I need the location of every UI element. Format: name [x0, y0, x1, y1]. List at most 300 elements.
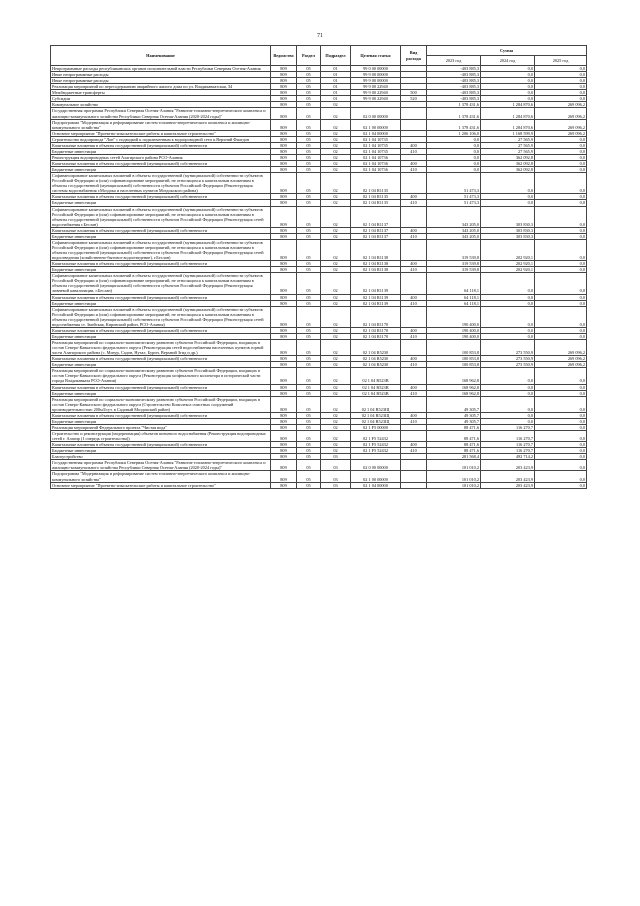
- cell-w: 410: [401, 200, 427, 206]
- cell-name: Основное мероприятие "Проектно-изыскательские работы и капитальное строительство": [51, 130, 271, 136]
- cell-name: Межбюджетные трансферты: [51, 90, 271, 96]
- cell-v: 809: [271, 412, 297, 418]
- table-body: [51, 66, 587, 489]
- cell-name: Строительство водопровода "Лон" с подводкой к подключенным к водопроводной сети п.Верхний Фиагдон: [51, 136, 271, 142]
- cell-a: 49 305,7: [427, 418, 481, 424]
- cell-r: 05: [297, 384, 321, 390]
- cell-t: 02 1 04 R1135: [351, 173, 401, 194]
- cell-t: 02 1 04 R5230: [351, 362, 401, 368]
- cell-c: 0,0: [535, 442, 587, 448]
- cell-p: 02: [321, 442, 351, 448]
- cell-p: 02: [321, 167, 351, 173]
- cell-w: [401, 396, 427, 412]
- cell-w: 410: [401, 267, 427, 273]
- cell-p: 02: [321, 136, 351, 142]
- cell-name: Реализация мероприятий по социально-экономическому развитию субъектов Российской Федерации, входящих в состав Северо-Кавказского федерального округа (Строительство Комплекса очистных сооружений производительностью 200м3/сут. в Садовый Моздокский район): [51, 396, 271, 412]
- cell-v: 809: [271, 72, 297, 78]
- cell-t: 02 1 04 10736: [351, 154, 401, 160]
- cell-a: 101 010,2: [427, 460, 481, 471]
- cell-t: 02 1 04 R1138: [351, 267, 401, 273]
- cell-b: 1 284 870,6: [481, 102, 535, 108]
- cell-t: 99 9 00 22940: [351, 90, 401, 96]
- cell-c: 0,0: [535, 161, 587, 167]
- cell-b: 0,0: [481, 194, 535, 200]
- cell-v: 809: [271, 136, 297, 142]
- cell-name: Иные непрограммные расходы: [51, 78, 271, 84]
- cell-t: 02 1 04 R1139: [351, 294, 401, 300]
- cell-r: 05: [297, 200, 321, 206]
- cell-w: [401, 173, 427, 194]
- table-row: [51, 239, 587, 260]
- cell-v: 809: [271, 340, 297, 356]
- cell-p: 02: [321, 142, 351, 148]
- cell-t: 99 9 00 22940: [351, 96, 401, 102]
- cell-b: 116 270,7: [481, 431, 535, 442]
- cell-b: 0,0: [481, 66, 535, 72]
- cell-c: 0,0: [535, 390, 587, 396]
- cell-v: 809: [271, 431, 297, 442]
- cell-c: 0,0: [535, 431, 587, 442]
- cell-a: 51 473,3: [427, 200, 481, 206]
- table-row: [51, 173, 587, 194]
- cell-w: 410: [401, 390, 427, 396]
- cell-w: 400: [401, 384, 427, 390]
- cell-v: 809: [271, 294, 297, 300]
- cell-w: [401, 108, 427, 119]
- cell-v: 809: [271, 84, 297, 90]
- cell-a: -403 885,3: [427, 66, 481, 72]
- cell-t: 02 1 04 R1170: [351, 333, 401, 339]
- cell-a: 51 473,3: [427, 173, 481, 194]
- cell-b: 0,0: [481, 396, 535, 412]
- cell-v: 809: [271, 448, 297, 454]
- cell-name: Реализация мероприятий по социально-экономическому развитию субъектов Российской Федерации, входящих в состав Северо-Кавказского федерального округа (Реконструкция сетей водоснабжения населенных пунктов горной части Алагирского района (с. Мизур, Садон, Нузал, Бурон, Верхний Згид и др.): [51, 340, 271, 356]
- cell-v: 809: [271, 154, 297, 160]
- cell-b: 0,0: [481, 200, 535, 206]
- cell-t: 02 1 04 R523В: [351, 368, 401, 384]
- cell-p: 01: [321, 66, 351, 72]
- cell-name: Подпрограмма "Модернизация и реформирование систем топливно-энергетического комплекса и жилищно-коммунального хозяйства": [51, 119, 271, 130]
- cell-p: 01: [321, 84, 351, 90]
- cell-t: 02 1 04 10736: [351, 161, 401, 167]
- cell-t: 99 0 00 00000: [351, 66, 401, 72]
- cell-r: 05: [297, 306, 321, 327]
- cell-w: 400: [401, 261, 427, 267]
- cell-a: 0,0: [427, 148, 481, 154]
- cell-r: 05: [297, 194, 321, 200]
- cell-c: 0,0: [535, 78, 587, 84]
- cell-r: 05: [297, 90, 321, 96]
- cell-p: 02: [321, 173, 351, 194]
- cell-w: [401, 368, 427, 384]
- cell-c: 0,0: [535, 200, 587, 206]
- cell-p: 02: [321, 267, 351, 273]
- cell-name: Капитальные вложения в объекты государственной (муниципальной) собственности: [51, 194, 271, 200]
- table-row: [51, 396, 587, 412]
- cell-r: 05: [297, 454, 321, 460]
- cell-name: Бюджетные инвестиции: [51, 167, 271, 173]
- cell-r: 05: [297, 300, 321, 306]
- cell-r: 05: [297, 227, 321, 233]
- cell-r: 05: [297, 167, 321, 173]
- cell-w: [401, 340, 427, 356]
- cell-p: 02: [321, 431, 351, 442]
- cell-a: 0,0: [427, 136, 481, 142]
- cell-b: 0,0: [481, 390, 535, 396]
- cell-c: 269 096,2: [535, 119, 587, 130]
- cell-p: 02: [321, 424, 351, 430]
- cell-v: 809: [271, 368, 297, 384]
- cell-a: -403 885,3: [427, 72, 481, 78]
- cell-name: Капитальные вложения в объекты государственной (муниципальной) собственности: [51, 412, 271, 418]
- cell-c: 269 096,2: [535, 340, 587, 356]
- cell-r: 05: [297, 108, 321, 119]
- cell-t: 02 1 04 R5230: [351, 356, 401, 362]
- cell-w: [401, 431, 427, 442]
- cell-c: 0,0: [535, 233, 587, 239]
- cell-r: 05: [297, 66, 321, 72]
- header-type: Вид расхода: [401, 46, 427, 66]
- cell-v: 809: [271, 148, 297, 154]
- cell-v: 809: [271, 130, 297, 136]
- cell-r: 05: [297, 340, 321, 356]
- cell-r: 05: [297, 84, 321, 90]
- cell-r: 05: [297, 471, 321, 482]
- cell-b: 1 168 599,9: [481, 130, 535, 136]
- cell-a: 190 400,0: [427, 306, 481, 327]
- cell-w: 400: [401, 194, 427, 200]
- cell-name: Основное мероприятие "Проектно-изыскательские работы и капитальное строительство": [51, 482, 271, 488]
- cell-a: 1 378 431,6: [427, 119, 481, 130]
- cell-b: 203 423,9: [481, 460, 535, 471]
- header-section: Раздел: [297, 46, 321, 66]
- cell-t: 02 1 04 10736: [351, 167, 401, 173]
- cell-w: 400: [401, 161, 427, 167]
- cell-p: 02: [321, 161, 351, 167]
- cell-r: 05: [297, 161, 321, 167]
- cell-b: 0,0: [481, 418, 535, 424]
- cell-name: Реконструкция водопроводных сетей Алагирского района РСО-Алания: [51, 154, 271, 160]
- cell-c: 0,0: [535, 239, 587, 260]
- cell-b: 116 270,7: [481, 448, 535, 454]
- cell-p: 02: [321, 108, 351, 119]
- cell-t: 99 9 00 00000: [351, 72, 401, 78]
- cell-c: 0,0: [535, 66, 587, 72]
- cell-a: 0,0: [427, 154, 481, 160]
- cell-name: Бюджетные инвестиции: [51, 267, 271, 273]
- header-subsection: Подраздел: [321, 46, 351, 66]
- cell-w: 410: [401, 233, 427, 239]
- cell-p: 03: [321, 482, 351, 488]
- cell-w: 400: [401, 412, 427, 418]
- cell-r: 05: [297, 390, 321, 396]
- cell-p: 02: [321, 261, 351, 267]
- cell-t: 02 1 04 R1139: [351, 300, 401, 306]
- cell-t: 02 1 04 R523В: [351, 390, 401, 396]
- cell-a: 1 378 431,6: [427, 102, 481, 108]
- cell-name: Софинансирование капитальных вложений в объекты государственной (муниципальной) собственности субъектов Российской Федерации и (или) софинансирование мероприятий, не относящихся к капитальным вложениям в объекты государственной (муниципальной) собственности субъектов Российской Федерации (Реконструкция сетей водоснабжения ст. Змейская, Кировский район, РСО-Алания): [51, 306, 271, 327]
- cell-name: Реализация мероприятий по социально-экономическому развитию субъектов Российской Федерации, входящих в состав Северо-Кавказского федерального округа (Реконструкция хозфекального коллектора в исторической части города Владикавказа РСО-Алания): [51, 368, 271, 384]
- cell-b: 0,0: [481, 306, 535, 327]
- cell-b: 0,0: [481, 72, 535, 78]
- cell-v: 809: [271, 200, 297, 206]
- cell-a: -403 885,3: [427, 84, 481, 90]
- cell-b: 0,0: [481, 333, 535, 339]
- cell-r: 05: [297, 294, 321, 300]
- cell-r: 05: [297, 424, 321, 430]
- cell-w: 410: [401, 333, 427, 339]
- cell-name: Капитальные вложения в объекты государственной (муниципальной) собственности: [51, 161, 271, 167]
- cell-c: 0,0: [535, 482, 587, 488]
- header-ministry: Ведомство: [271, 46, 297, 66]
- table-row: [51, 482, 587, 488]
- cell-w: [401, 206, 427, 227]
- cell-v: 809: [271, 66, 297, 72]
- cell-c: 0,0: [535, 448, 587, 454]
- cell-v: 809: [271, 356, 297, 362]
- cell-p: 02: [321, 148, 351, 154]
- cell-name: Подпрограмма "Модернизация и реформирование систем топливно-энергетического комплекса и жилищно-коммунального хозяйства": [51, 471, 271, 482]
- cell-c: 269 096,2: [535, 108, 587, 119]
- cell-name: Капитальные вложения в объекты государственной (муниципальной) собственности: [51, 294, 271, 300]
- cell-t: 02 1 04 R1139: [351, 273, 401, 294]
- cell-v: 809: [271, 327, 297, 333]
- table-row: [51, 273, 587, 294]
- cell-c: 0,0: [535, 194, 587, 200]
- cell-t: 02 1 04 10735: [351, 136, 401, 142]
- cell-v: 809: [271, 418, 297, 424]
- cell-t: 02 1 04 R1137: [351, 206, 401, 227]
- cell-v: 809: [271, 173, 297, 194]
- header-2023: 2023 год: [427, 56, 481, 66]
- cell-b: 0,0: [481, 300, 535, 306]
- cell-t: 02 1 04 R1138: [351, 261, 401, 267]
- cell-a: 190 400,0: [427, 327, 481, 333]
- cell-a: -403 885,3: [427, 90, 481, 96]
- cell-c: 0,0: [535, 90, 587, 96]
- cell-b: 303 830,3: [481, 233, 535, 239]
- cell-p: 02: [321, 396, 351, 412]
- cell-name: Капитальные вложения в объекты государственной (муниципальной) собственности: [51, 261, 271, 267]
- cell-b: 27 565,9: [481, 142, 535, 148]
- cell-v: 809: [271, 460, 297, 471]
- cell-t: 02 0 00 00000: [351, 108, 401, 119]
- cell-p: 03: [321, 454, 351, 460]
- cell-p: 02: [321, 102, 351, 108]
- cell-b: 0,0: [481, 327, 535, 333]
- cell-name: Бюджетные инвестиции: [51, 233, 271, 239]
- cell-v: 809: [271, 90, 297, 96]
- cell-p: 02: [321, 327, 351, 333]
- cell-name: Капитальные вложения в объекты государственной (муниципальной) собственности: [51, 227, 271, 233]
- cell-p: 01: [321, 90, 351, 96]
- cell-v: 809: [271, 142, 297, 148]
- table-row: [51, 206, 587, 227]
- cell-a: 0,0: [427, 161, 481, 167]
- cell-p: 02: [321, 356, 351, 362]
- cell-name: Бюджетные инвестиции: [51, 300, 271, 306]
- cell-c: 0,0: [535, 261, 587, 267]
- cell-b: 0,0: [481, 368, 535, 384]
- cell-c: 0,0: [535, 368, 587, 384]
- cell-v: 809: [271, 167, 297, 173]
- cell-t: 02 1 04 R1135: [351, 194, 401, 200]
- cell-w: 500: [401, 90, 427, 96]
- cell-v: 809: [271, 273, 297, 294]
- cell-p: 01: [321, 72, 351, 78]
- cell-w: 410: [401, 167, 427, 173]
- cell-b: 0,0: [481, 90, 535, 96]
- table-row: [51, 431, 587, 442]
- cell-v: 809: [271, 471, 297, 482]
- cell-v: 809: [271, 78, 297, 84]
- cell-b: 273 550,9: [481, 362, 535, 368]
- cell-a: 64 118,1: [427, 294, 481, 300]
- cell-b: 0,0: [481, 96, 535, 102]
- cell-w: 400: [401, 294, 427, 300]
- cell-r: 05: [297, 142, 321, 148]
- cell-c: 0,0: [535, 327, 587, 333]
- cell-r: 05: [297, 119, 321, 130]
- cell-b: 303 830,3: [481, 206, 535, 227]
- cell-t: 02 1 04 10735: [351, 148, 401, 154]
- cell-r: 05: [297, 418, 321, 424]
- cell-t: 02 0 00 00000: [351, 460, 401, 471]
- cell-v: 809: [271, 239, 297, 260]
- cell-a: 49 305,7: [427, 396, 481, 412]
- table-row: [51, 471, 587, 482]
- cell-c: 0,0: [535, 418, 587, 424]
- cell-c: 269 096,2: [535, 102, 587, 108]
- cell-v: 809: [271, 424, 297, 430]
- cell-b: 303 830,3: [481, 227, 535, 233]
- cell-p: 02: [321, 384, 351, 390]
- cell-r: 05: [297, 431, 321, 442]
- cell-a: 100 853,8: [427, 356, 481, 362]
- cell-name: Капитальные вложения в объекты государственной (муниципальной) собственности: [51, 356, 271, 362]
- cell-r: 05: [297, 412, 321, 418]
- cell-name: Софинансирование капитальных вложений в объекты государственной (муниципальной) собственности субъектов Российской Федерации и (или) софинансирование мероприятий, не относящихся к капитальным вложениям в объекты государственной (муниципальной) собственности субъектов Российской Федерации (Реконструкция системы водоснабжения г.Моздока и населенных пунктов Моздокского района): [51, 173, 271, 194]
- cell-r: 05: [297, 130, 321, 136]
- cell-r: 05: [297, 154, 321, 160]
- cell-p: 02: [321, 154, 351, 160]
- table-row: [51, 340, 587, 356]
- cell-name: Иные непрограммные расходы: [51, 72, 271, 78]
- table-row: [51, 108, 587, 119]
- cell-name: Коммунальное хозяйство: [51, 102, 271, 108]
- cell-a: 101 010,2: [427, 471, 481, 482]
- cell-a: 168 962,8: [427, 368, 481, 384]
- cell-c: 0,0: [535, 412, 587, 418]
- table-row: [51, 119, 587, 130]
- cell-t: 02 1 04 R523В: [351, 384, 401, 390]
- cell-r: 05: [297, 96, 321, 102]
- cell-c: 0,0: [535, 167, 587, 173]
- cell-name: Капитальные вложения в объекты государственной (муниципальной) собственности: [51, 327, 271, 333]
- cell-p: 02: [321, 333, 351, 339]
- cell-p: 02: [321, 340, 351, 356]
- cell-name: Софинансирование капитальных вложений в объекты государственной (муниципальной) собственности субъектов Российской Федерации и (или) софинансирование мероприятий, не относящихся к капитальным вложениям в объекты государственной (муниципальной) собственности субъектов Российской Федерации (Реконструкция сетей водоотведения (хозяйственно-бытовое водоотведение), г.Беслан): [51, 239, 271, 260]
- cell-w: 400: [401, 227, 427, 233]
- cell-r: 05: [297, 136, 321, 142]
- cell-b: 362 092,8: [481, 154, 535, 160]
- cell-c: 0,0: [535, 384, 587, 390]
- cell-p: 02: [321, 239, 351, 260]
- cell-b: 27 565,9: [481, 136, 535, 142]
- cell-name: Благоустройство: [51, 454, 271, 460]
- cell-name: Государственная программа Республики Северная Осетия-Алания "Развитие топливно-энергетического комплекса и жилищно-коммунального хозяйства Республики Северная Осетия-Алания (2020-2024 годы)": [51, 460, 271, 471]
- cell-p: 02: [321, 418, 351, 424]
- cell-r: 05: [297, 148, 321, 154]
- cell-p: 02: [321, 306, 351, 327]
- cell-b: 0,0: [481, 412, 535, 418]
- cell-name: Бюджетные инвестиции: [51, 148, 271, 154]
- cell-b: 203 423,9: [481, 471, 535, 482]
- cell-c: 0,0: [535, 267, 587, 273]
- cell-t: 02 1 F5 52432: [351, 431, 401, 442]
- cell-b: 27 565,9: [481, 148, 535, 154]
- cell-c: 0,0: [535, 96, 587, 102]
- cell-a: 1 206 106,0: [427, 130, 481, 136]
- cell-r: 05: [297, 78, 321, 84]
- cell-v: 809: [271, 333, 297, 339]
- cell-b: 0,0: [481, 384, 535, 390]
- cell-a: 1 378 431,6: [427, 108, 481, 119]
- cell-a: 343 205,0: [427, 233, 481, 239]
- cell-c: 0,0: [535, 148, 587, 154]
- cell-w: 520: [401, 96, 427, 102]
- cell-c: 0,0: [535, 142, 587, 148]
- cell-v: 809: [271, 119, 297, 130]
- cell-v: 809: [271, 267, 297, 273]
- cell-p: 02: [321, 294, 351, 300]
- cell-v: 809: [271, 227, 297, 233]
- cell-p: 03: [321, 471, 351, 482]
- cell-p: 02: [321, 448, 351, 454]
- cell-v: 809: [271, 194, 297, 200]
- cell-w: [401, 471, 427, 482]
- cell-b: 0,0: [481, 294, 535, 300]
- header-name: Наименование: [51, 46, 271, 66]
- cell-w: 410: [401, 448, 427, 454]
- cell-r: 05: [297, 239, 321, 260]
- cell-w: [401, 119, 427, 130]
- cell-b: 0,0: [481, 84, 535, 90]
- cell-w: 410: [401, 300, 427, 306]
- header-2024: 2024 год: [481, 56, 535, 66]
- cell-w: 400: [401, 356, 427, 362]
- cell-r: 05: [297, 362, 321, 368]
- table-row: [51, 368, 587, 384]
- cell-b: 1 284 870,6: [481, 119, 535, 130]
- cell-t: 02 1 04 00000: [351, 482, 401, 488]
- cell-b: 1 284 870,6: [481, 108, 535, 119]
- cell-r: 05: [297, 267, 321, 273]
- cell-p: 03: [321, 460, 351, 471]
- cell-name: Бюджетные инвестиции: [51, 448, 271, 454]
- cell-t: 02 1 04 R5230: [351, 340, 401, 356]
- cell-t: 02 1 04 R523Щ: [351, 396, 401, 412]
- cell-a: 168 962,8: [427, 390, 481, 396]
- cell-w: 410: [401, 362, 427, 368]
- cell-t: 02 1 04 R523Щ: [351, 412, 401, 418]
- cell-c: 0,0: [535, 460, 587, 471]
- cell-b: 202 920,1: [481, 261, 535, 267]
- cell-b: 273 550,9: [481, 340, 535, 356]
- cell-b: 0,0: [481, 78, 535, 84]
- cell-c: 0,0: [535, 306, 587, 327]
- cell-v: 809: [271, 362, 297, 368]
